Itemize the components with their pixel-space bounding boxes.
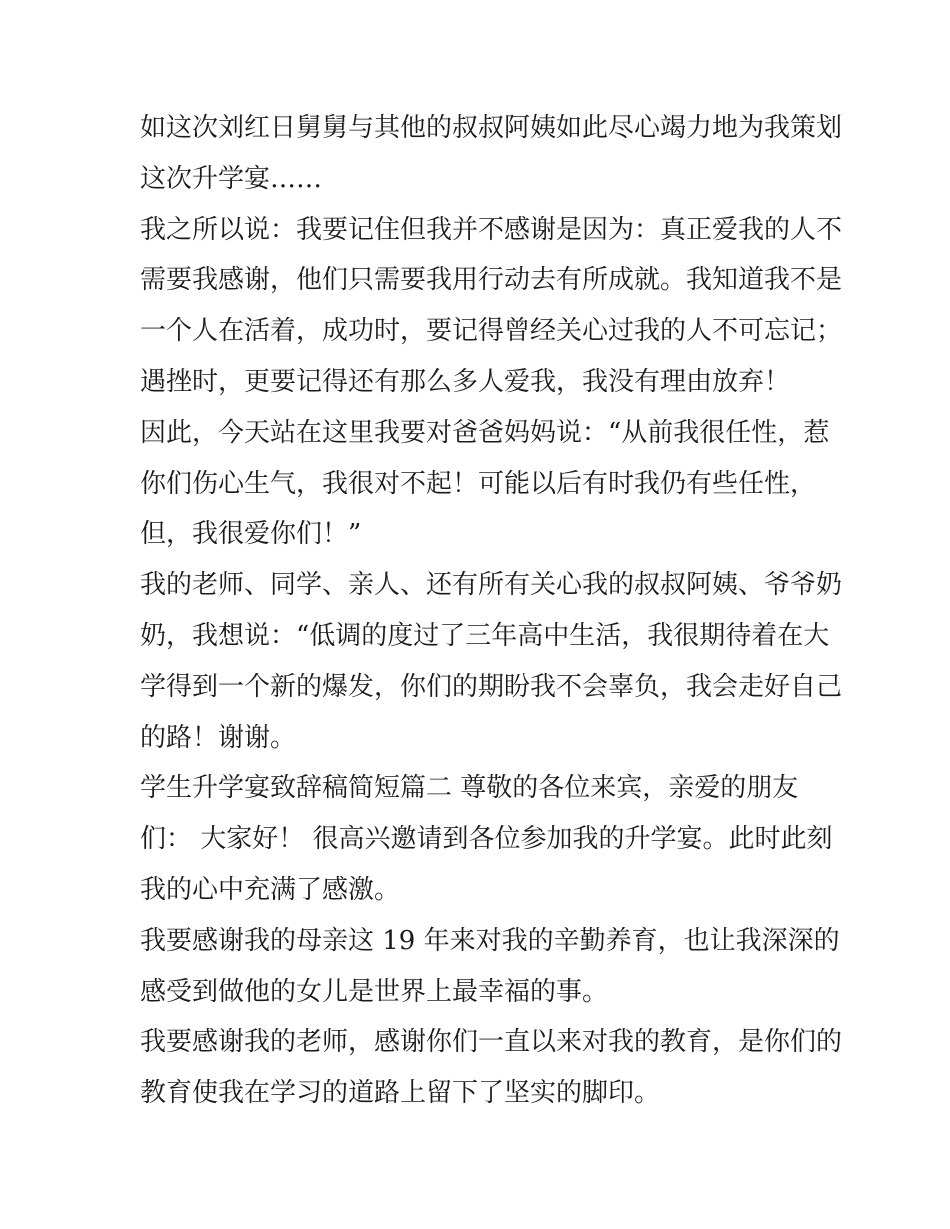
text-line: 感受到做他的女儿是世界上最幸福的事。 [140, 976, 609, 1007]
text-line: 你们伤心生气，我很对不起！可能以后有时我仍有些任性， [140, 468, 817, 499]
text-line: 学生升学宴致辞稿简短篇二 尊敬的各位来宾，亲爱的朋友 [140, 773, 799, 804]
text-line: 奶，我想说：“低调的度过了三年高中生活，我很期待着在大 [140, 620, 830, 651]
text-line: 但，我很爱你们！” [140, 519, 362, 550]
text-line: 我的心中充满了感激。 [140, 874, 401, 905]
text-line: 我要感谢我的老师，感谢你们一直以来对我的教育，是你们的 [140, 1027, 843, 1058]
text-line: 因此，今天站在这里我要对爸爸妈妈说：“从前我很任性，惹 [140, 417, 830, 448]
text-line: 们： 大家好！ 很高兴邀请到各位参加我的升学宴。此时此刻 [140, 824, 833, 855]
text-line: 的路！谢谢。 [140, 722, 297, 753]
text-line: 一个人在活着，成功时，要记得曾经关心过我的人不可忘记； [140, 316, 843, 347]
text-line: 我要感谢我的母亲这 19 年来对我的辛勤养育，也让我深深的 [140, 925, 840, 956]
text-line: 如这次刘红日舅舅与其他的叔叔阿姨如此尽心竭力地为我策划 [140, 113, 843, 143]
text-line: 遇挫时，更要记得还有那么多人爱我，我没有理由放弃！ [140, 366, 791, 397]
text-line: 学得到一个新的爆发，你们的期盼我不会辜负，我会走好自己 [140, 671, 843, 702]
document-body [140, 103, 843, 1119]
text-line: 这次升学宴…… [140, 163, 323, 194]
text-line: 需要我感谢，他们只需要我用行动去有所成就。我知道我不是 [140, 265, 843, 296]
text-line: 教育使我在学习的道路上留下了坚实的脚印。 [140, 1078, 661, 1109]
text-line: 我的老师、同学、亲人、还有所有关心我的叔叔阿姨、爷爷奶 [140, 570, 843, 601]
text-line: 我之所以说：我要记住但我并不感谢是因为：真正爱我的人不 [140, 214, 843, 245]
